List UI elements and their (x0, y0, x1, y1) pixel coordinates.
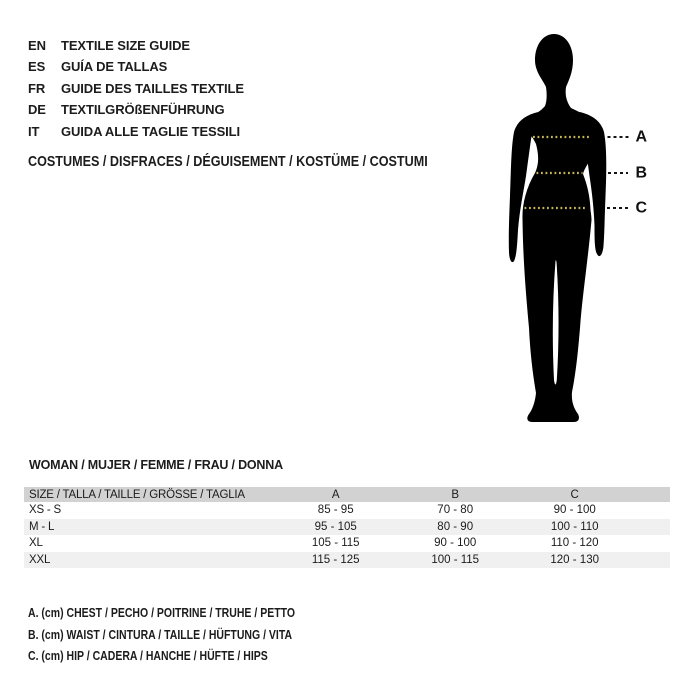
header-size: SIZE / TALLA / TAILLE / GRÖSSE / TAGLIA (24, 487, 276, 502)
size-cell: XXL (29, 553, 51, 566)
table-row (24, 535, 670, 552)
header-c: C (515, 487, 635, 502)
header-filler (634, 487, 670, 502)
body-measurement-figure (480, 20, 680, 440)
header-b: B (395, 487, 515, 502)
table-caption: WOMAN / MUJER / FEMME / FRAU / DONNA (29, 458, 283, 472)
language-code: IT (28, 123, 40, 139)
legend-line-waist: B. (cm) WAIST / CINTURA / TAILLE / HÜFTUNG / VITA (28, 627, 293, 642)
size-cell: XL (29, 537, 43, 550)
table-row (24, 502, 670, 519)
hip-cell: 120 - 130 (550, 553, 599, 566)
woman-silhouette (519, 34, 600, 422)
table-row (24, 552, 670, 569)
chest-cell: 85 - 95 (317, 504, 354, 517)
legend-line-hip: C. (cm) HIP / CADERA / HANCHE / HÜFTE / HIPS (28, 649, 268, 664)
filler-cell (634, 552, 670, 569)
hip-cell: 100 - 110 (550, 520, 599, 533)
language-row-es (28, 56, 244, 77)
language-row-it (28, 121, 244, 142)
hip-cell: 110 - 120 (550, 537, 599, 550)
category-title: COSTUMES / DISFRACES / DÉGUISEMENT / KOSTÜME / COSTUMI (28, 153, 428, 170)
measure-label-b: B (635, 164, 648, 182)
language-row-fr (28, 78, 244, 99)
language-code: FR (28, 80, 46, 96)
header-a: A (276, 487, 396, 502)
chest-cell: 95 - 105 (314, 520, 357, 533)
filler-cell (634, 502, 670, 519)
measurement-legend (28, 603, 295, 668)
filler-cell (634, 519, 670, 536)
waist-cell: 100 - 115 (431, 553, 480, 566)
language-title: GUIDE DES TAILLES TEXTILE (61, 80, 244, 96)
waist-cell: 90 - 100 (434, 537, 477, 550)
waist-cell: 70 - 80 (437, 504, 474, 517)
language-title: TEXTILGRÖßENFÜHRUNG (61, 102, 225, 118)
language-title: GUÍA DE TALLAS (61, 59, 168, 75)
size-cell: M - L (29, 520, 55, 533)
table-header-row (24, 487, 670, 502)
measure-label-c: C (635, 199, 648, 217)
chest-cell: 105 - 115 (311, 537, 360, 550)
language-code: ES (28, 59, 46, 75)
language-title: GUIDA ALLE TAGLIE TESSILI (61, 123, 241, 139)
size-cell: XS - S (29, 504, 62, 517)
language-title: TEXTILE SIZE GUIDE (61, 38, 190, 53)
measure-label-a: A (635, 128, 648, 146)
filler-cell (634, 535, 670, 552)
legend-line-chest: A. (cm) CHEST / PECHO / POITRINE / TRUHE / PETTO (28, 606, 296, 620)
hip-cell: 90 - 100 (553, 504, 596, 517)
language-code: DE (28, 102, 46, 118)
language-row-de (28, 99, 244, 120)
language-code: EN (28, 38, 46, 53)
chest-cell: 115 - 125 (311, 553, 360, 566)
waist-cell: 80 - 90 (437, 520, 474, 533)
size-table (24, 487, 670, 568)
table-row (24, 519, 670, 536)
language-row-en (28, 35, 244, 56)
language-title-list (28, 35, 244, 142)
